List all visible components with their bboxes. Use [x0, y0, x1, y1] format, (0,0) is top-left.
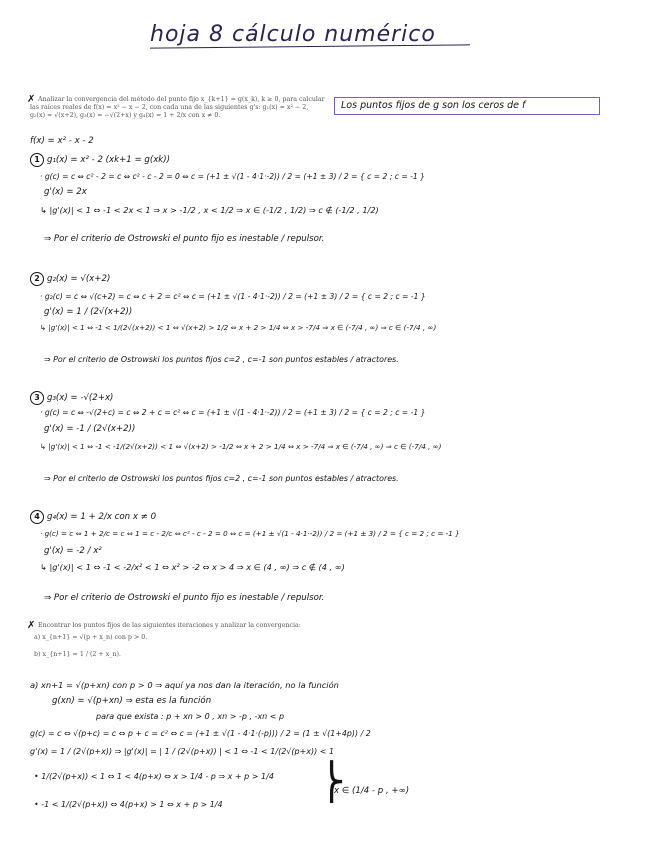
g3-conclusion: ⇒ Por el criterio de Ostrowski los puntos fijos c=2 , c=-1 son puntos estables / atractores. — [44, 474, 399, 483]
g4-header: 4 g₄(x) = 1 + 2/x con x ≠ 0 — [30, 510, 156, 524]
ex2a-iteration: a) xn+1 = √(p+xn) con p > 0 ⇒ aquí ya nos dan la iteración, no la función — [30, 680, 339, 690]
ex2a-fixed-point-eq: g(c) = c ⇔ √(p+c) = c ⇔ p + c = c² ⇔ c = (+1 ± √(1 - 4·1·(-p))) / 2 = (1 ± √(1+4p)) / 2 — [30, 729, 371, 738]
g1-conclusion: ⇒ Por el criterio de Ostrowski el punto fijo es inestable / repulsor. — [44, 234, 325, 244]
circled-number-4: 4 — [30, 510, 44, 524]
ex1-statement-line2: las raíces reales de f(x) = x² − x − 2, con cada una de las siguientes g's: g₁(x) = x² − 2, — [30, 104, 309, 111]
cross-mark-icon: ✗ — [27, 620, 36, 631]
ex2-item-b: b) x_{n+1} = 1 / (2 + x_n). — [34, 651, 121, 658]
ex2a-derivative: g'(x) = 1 / (2√(p+x)) ⇒ |g'(x)| = | 1 / (2√(p+x)) | < 1 ⇔ -1 < 1/(2√(p+x)) < 1 — [30, 747, 335, 756]
g4-conclusion: ⇒ Por el criterio de Ostrowski el punto fijo es inestable / repulsor. — [44, 593, 325, 603]
page-title: hoja 8 cálculo numérico — [150, 22, 436, 47]
g4-convergence-condition: ↳ |g'(x)| < 1 ⇔ -1 < -2/x² < 1 ⇔ x² > -2 ⇔ x > 4 ⇒ x ∈ (4 , ∞) ⇒ c ∉ (4 , ∞) — [40, 562, 345, 572]
ex2-item-a: a) x_{n+1} = √(p + x_n) con p > 0. — [34, 634, 148, 641]
circled-number-2: 2 — [30, 272, 44, 286]
curly-brace-icon: ⎬ — [318, 762, 345, 803]
g1-convergence-condition: ↳ |g'(x)| < 1 ⇔ -1 < 2x < 1 ⇒ x > -1/2 , x < 1/2 ⇒ x ∈ (-1/2 , 1/2) ⇒ c ∉ (-1/2 , 1/2) — [40, 205, 379, 215]
g3-derivative: g'(x) = -1 / (2√(x+2)) — [44, 424, 136, 434]
ex1-statement-line3: g₂(x) = √(x+2), g₃(x) = −√(2+x) y g₄(x) = 1 + 2/x con x ≠ 0. — [30, 112, 221, 119]
ex2a-case-1: • 1/(2√(p+x)) < 1 ⇔ 1 < 4(p+x) ⇔ x > 1/4 - p ⇒ x + p > 1/4 — [34, 772, 274, 781]
ex2a-result-interval: x ∈ (1/4 - p , +∞) — [334, 786, 410, 796]
ex2a-function: g(xn) = √(p+xn) ⇒ esta es la función — [52, 696, 212, 706]
g2-fixed-point-eq: · g₂(c) = c ⇔ √(c+2) = c ⇔ c + 2 = c² ⇔ c = (+1 ± √(1 - 4·1·-2)) / 2 = (+1 ± 3) / 2 = { c = 2 ; c = -1 } — [40, 292, 426, 301]
fixed-points-note-box: Los puntos fijos de g son los ceros de f — [334, 97, 600, 115]
g3-header: 3 g₃(x) = -√(2+x) — [30, 391, 113, 405]
g2-conclusion: ⇒ Por el criterio de Ostrowski los puntos fijos c=2 , c=-1 son puntos estables / atractores. — [44, 355, 399, 364]
circled-number-3: 3 — [30, 391, 44, 405]
g1-header: 1 g₁(x) = x² - 2 (xk+1 = g(xk)) — [30, 153, 170, 167]
g2-convergence-condition: ↳ |g'(x)| < 1 ⇔ -1 < 1/(2√(x+2)) < 1 ⇔ √(x+2) > 1/2 ⇔ x + 2 > 1/4 ⇔ x > -7/4 ⇒ x ∈ (-7/4 , ∞) ⇒ c ∈ (-7/4 , ∞) — [40, 323, 437, 332]
cross-mark-icon: ✗ — [27, 94, 36, 105]
ex1-statement-line1: Analizar la convergencia del método del punto fijo x_{k+1} = g(x_k), k ≥ 0, para calcular — [38, 96, 325, 103]
ex2-statement: Encontrar los puntos fijos de las siguientes iteraciones y analizar la convergencia: — [38, 622, 301, 629]
g1-fixed-point-eq: · g(c) = c ⇔ c² - 2 = c ⇔ c² - c - 2 = 0 ⇔ c = (+1 ± √(1 - 4·1·-2)) / 2 = (+1 ± 3) / 2 = { c = 2 ; c = -1 } — [40, 172, 425, 181]
g4-fixed-point-eq: · g(c) = c ⇔ 1 + 2/c = c ⇔ 1 = c - 2/c ⇔ c² - c - 2 = 0 ⇔ c = (+1 ± √(1 - 4·1·-2)) / 2 = (+1 ± 3) / 2 = { c = 2 ; c = -1 } — [40, 529, 460, 538]
g1-derivative: g'(x) = 2x — [44, 187, 87, 197]
g3-convergence-condition: ↳ |g'(x)| < 1 ⇔ -1 < -1/(2√(x+2)) < 1 ⇔ √(x+2) > -1/2 ⇔ x + 2 > 1/4 ⇔ x > -7/4 ⇒ x ∈ (-7/4 , ∞) ⇒ c ∈ (-7/4 , ∞) — [40, 442, 442, 451]
ex2a-case-2: • -1 < 1/(2√(p+x)) ⇔ 4(p+x) > 1 ⇔ x + p > 1/4 — [34, 800, 223, 809]
circled-number-1: 1 — [30, 153, 44, 167]
ex2a-domain: para que exista : p + xn > 0 , xn > -p , -xn < p — [96, 712, 285, 721]
g2-header: 2 g₂(x) = √(x+2) — [30, 272, 110, 286]
f-definition: f(x) = x² - x - 2 — [30, 136, 94, 146]
g3-fixed-point-eq: · g(c) = c ⇔ -√(2+c) = c ⇔ 2 + c = c² ⇔ c = (+1 ± √(1 - 4·1·-2)) / 2 = (+1 ± 3) / 2 = { c = 2 ; c = -1 } — [40, 408, 426, 417]
g4-derivative: g'(x) = -2 / x² — [44, 546, 102, 556]
g2-derivative: g'(x) = 1 / (2√(x+2)) — [44, 307, 133, 317]
